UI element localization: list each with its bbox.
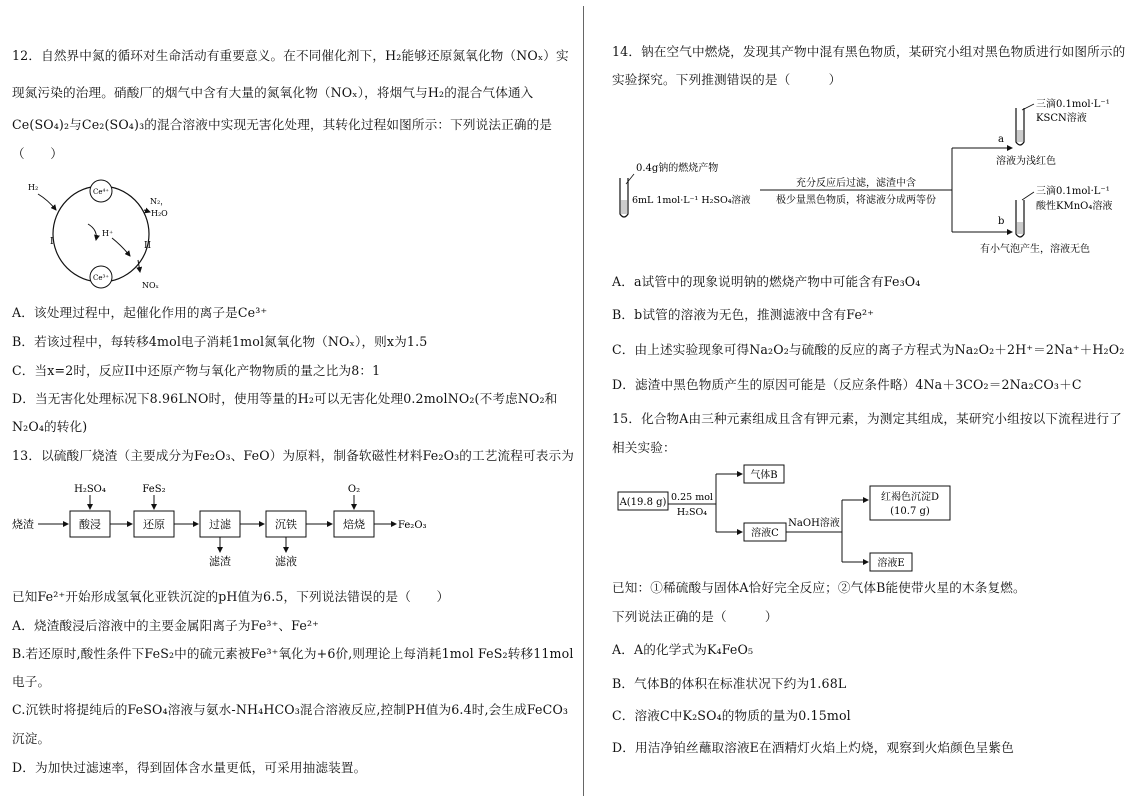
reagent-bottom-label: H₂SO₄ [676, 507, 708, 518]
flow-output-4: 滤液 [275, 555, 297, 568]
flow-box-1-label: 酸浸 [79, 518, 101, 531]
compound-a-analysis-flow [616, 460, 976, 576]
q15-known: 已知：①稀硫酸与固体A恰好完全反应；②气体B能使带火星的木条复燃。 [612, 580, 1026, 595]
step-label-bottom: 极少量黑色物质，将滤液分成两等份 [776, 195, 936, 206]
acid-label: 6mL 1mol·L⁻¹ H₂SO₄溶液 [632, 195, 751, 206]
h2-arrow [38, 194, 56, 210]
solution-c-label: 溶液C [751, 528, 779, 539]
reagent-a-line-1: 三滴0.1mol·L⁻¹ [1036, 99, 1110, 110]
q15-option-a: A．A的化学式为K₄FeO₅ [612, 642, 754, 657]
q12-option-d-line-2: N₂O₄的转化) [12, 419, 88, 434]
q14-option-c: C．由上述实验现象可得Na₂O₂与硫酸的反应的离子方程式为Na₂O₂＋2H⁺＝2Na⁺＋H₂O₂ [612, 342, 1125, 357]
step-label-top: 充分反应后过滤，滤渣中含 [796, 178, 916, 189]
hplus-label: H⁺ [102, 229, 114, 238]
q13-option-b-line-1: B.若还原时,酸性条件下FeS₂中的硫元素被Fe³⁺氧化为+6价,则理论上每消耗1mol FeS₂转移11mol [12, 646, 574, 661]
precipitate-d-mass: (10.7 g) [890, 506, 930, 517]
ce4-label: Ce⁴⁺ [93, 188, 109, 196]
precipitate-d-label: 红褐色沉淀D [880, 492, 940, 503]
q14-option-a: A．a试管中的现象说明钠的燃烧产物中可能含有Fe₃O₄ [612, 274, 921, 289]
sample-label: 0.4g钠的燃烧产物 [636, 163, 719, 174]
branch-a-label: a [998, 134, 1004, 145]
result-b: 有小气泡产生，溶液无色 [980, 244, 1090, 255]
q12-option-d-line-1: D．当无害化处理标况下8.96LNO时，使用等量的H₂可以无害化处理0.2molNO₂(不考虑NO₂和 [12, 391, 558, 406]
solution-e-label: 溶液E [877, 558, 905, 569]
q12-stem-line-2: 现氮污染的治理。硝酸厂的烟气中含有大量的氮氧化物（NOₓ），将烟气与H₂的混合气体通入 [12, 85, 534, 100]
iron-oxide-process-flow [12, 478, 452, 570]
sodium-combustion-experiment-diagram [612, 96, 1122, 262]
nox-label: NOₓ [142, 281, 159, 290]
flow-box-5-label: 焙烧 [343, 518, 365, 531]
naoh-label: NaOH溶液 [788, 518, 840, 529]
main-tube-liquid [621, 200, 627, 214]
branch-b-label: b [998, 216, 1005, 227]
sample-pointer [626, 174, 634, 184]
flow-output-3: 滤渣 [209, 555, 231, 568]
hplus-in-arrow [88, 224, 96, 240]
q14-option-b: B．b试管的溶液为无色，推测滤液中含有Fe²⁺ [612, 307, 875, 322]
reagent-b-line-1: 三滴0.1mol·L⁻¹ [1036, 186, 1110, 197]
flow-end-label: Fe₂O₃ [398, 520, 427, 531]
reagent-top-label: 0.25 mol [671, 492, 713, 503]
q15-stem-line-1: 15．化合物A由三种元素组成且含有钾元素，为测定其组成，某研究小组按以下流程进行了 [612, 411, 1122, 426]
h2o-label: H₂O [151, 209, 168, 218]
q13-option-c-line-1: C.沉铁时将提纯后的FeSO₄溶液与氨水-NH₄HCO₃混合溶液反应,控制PH值为6.4时,会生成FeCO₃ [12, 702, 569, 717]
q15-stem-line-2: 相关实验： [612, 440, 676, 455]
q15-ask: 下列说法正确的是（ ） [612, 609, 778, 624]
test-tube-b-liquid [1017, 222, 1023, 234]
ce3-label: Ce³⁺ [93, 274, 109, 282]
reagent-a-pointer [1022, 104, 1034, 110]
q12-stem-line-3: Ce(SO₄)₂与Ce₂(SO₄)₃的混合溶液中实现无害化处理，其转化过程如图所示：下列说法正确的是 [12, 117, 553, 132]
reagent-b-pointer [1022, 192, 1034, 200]
q13-option-a: A．烧渣酸浸后溶液中的主要金属阳离子为Fe³⁺、Fe²⁺ [12, 618, 319, 633]
flow-input-1: H₂SO₄ [74, 484, 106, 495]
q13-option-b-line-2: 电子。 [12, 674, 51, 689]
q13-option-d: D．为加快过滤速率，得到固体含水量更低，可采用抽滤装置。 [12, 760, 367, 775]
flow-box-2-label: 还原 [143, 518, 165, 531]
q12-answer-blank: （ ） [12, 146, 63, 161]
n2-label: N₂， [150, 197, 169, 206]
q13-stem: 13．以硫酸厂烧渣（主要成分为Fe₂O₃、FeO）为原料，制备软磁性材料Fe₂O₃的工艺流程可表示为 [12, 448, 574, 463]
q15-option-b: B．气体B的体积在标准状况下约为1.68L [612, 676, 847, 691]
flow-start-label: 烧渣 [12, 518, 34, 531]
q12-stem-line-1: 12．自然界中氮的循环对生命活动有重要意义。在不同催化剂下，H₂能够还原氮氧化物（NOₓ）实 [12, 48, 569, 63]
q12-option-a: A．该处理过程中，起催化作用的离子是Ce³⁺ [12, 305, 268, 320]
h2-label: H₂ [28, 183, 39, 192]
products-arrow [144, 210, 150, 212]
column-divider [583, 6, 584, 796]
q14-stem-line-2: 实验探究。下列推测错误的是（ ） [612, 72, 842, 87]
flow-box-3-label: 过滤 [209, 518, 231, 531]
reagent-b-line-2: 酸性KMnO₄溶液 [1036, 201, 1113, 212]
q12-option-c: C．当x=2时，反应II中还原产物与氧化产物物质的量之比为8：1 [12, 363, 381, 378]
q15-option-d: D．用洁净铂丝蘸取溶液E在酒精灯火焰上灼烧，观察到火焰颜色呈紫色 [612, 740, 1014, 755]
flow-box-4-label: 沉铁 [275, 518, 297, 531]
result-a: 溶液为浅红色 [996, 156, 1056, 167]
gas-b-label: 气体B [750, 470, 778, 481]
flow-input-2: FeS₂ [142, 484, 166, 495]
test-tube-a-liquid [1017, 130, 1023, 142]
q13-known: 已知Fe²⁺开始形成氢氧化亚铁沉淀的pH值为6.5，下列说法错误的是（ ） [12, 589, 450, 604]
step-1-label: I [50, 237, 54, 247]
step-2-label: II [144, 241, 152, 251]
hplus-out-arrow [112, 238, 130, 256]
q13-option-c-line-2: 沉淀。 [12, 731, 51, 746]
q15-option-c: C．溶液C中K₂SO₄的物质的量为0.15mol [612, 708, 851, 723]
reagent-a-line-2: KSCN溶液 [1036, 113, 1087, 124]
q14-option-d: D．滤渣中黑色物质产生的原因可能是（反应条件略）4Na＋3CO₂＝2Na₂CO₃＋C [612, 377, 1082, 392]
q12-option-b: B．若该过程中，每转移4mol电子消耗1mol氮氧化物（NOₓ），则x为1.5 [12, 334, 428, 349]
flow-input-5: O₂ [347, 484, 361, 495]
cerium-cycle-diagram [26, 176, 176, 300]
q14-stem-line-1: 14．钠在空气中燃烧，发现其产物中混有黑色物质，某研究小组对黑色物质进行如图所示的 [612, 44, 1126, 59]
compound-a-label: A(19.8 g) [619, 497, 667, 508]
